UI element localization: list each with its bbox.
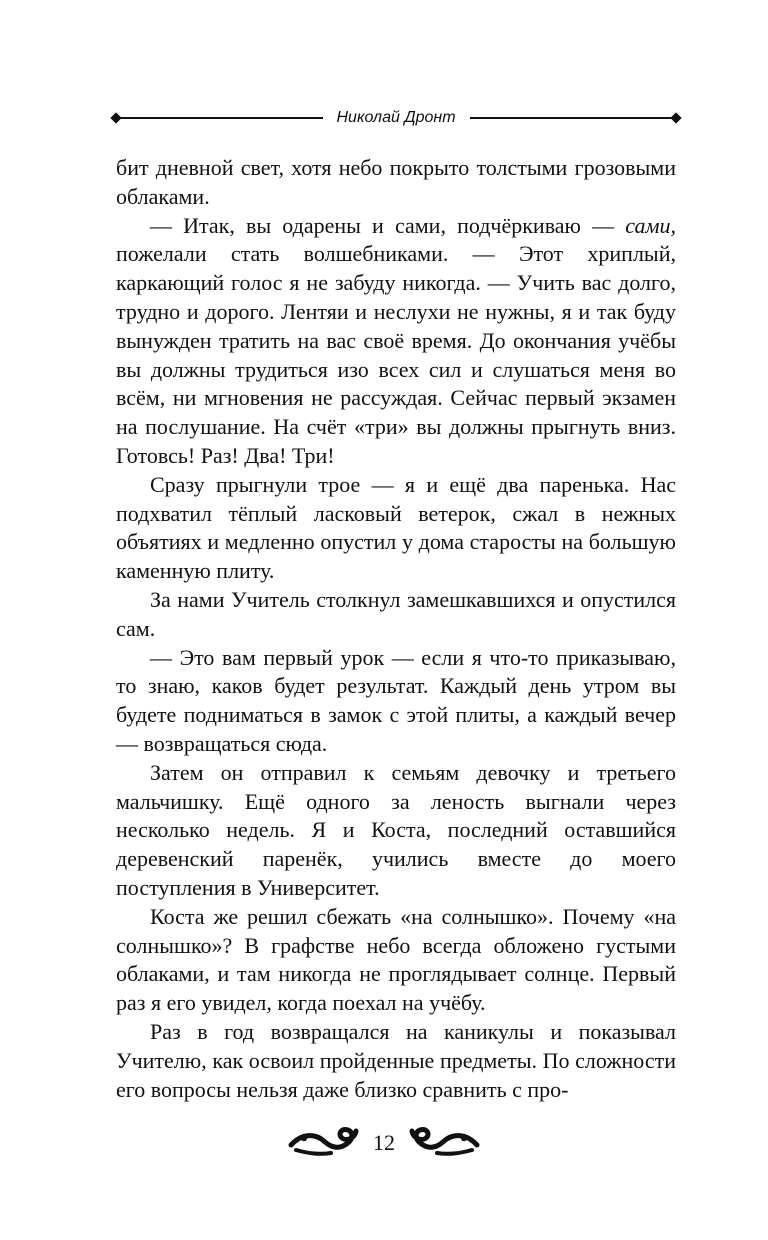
paragraph-4: За нами Учитель столкнул замешкавшихся и опустился сам. [116,586,676,641]
left-swirl-ornament-icon [287,1125,359,1161]
running-title: Николай Дронт [336,109,456,126]
page-footer [0,1118,768,1168]
right-swirl-ornament-icon [409,1125,481,1161]
running-header [116,104,676,132]
header-left-rule [116,117,323,119]
paragraph-2-text-before: — Итак, вы одарены и сами, подчёркиваю — [150,212,626,238]
paragraph-5: — Это вам первый урок — если я что-то приказываю, то знаю, каков будет результат. Каждый день утром вы будете подниматься в замок с этой плиты, а каждый вечер — возвращаться сюда. [116,644,676,756]
paragraph-8: Раз в год возвращался на каникулы и показывал Учителю, как освоил пройденные предметы. По сложности его вопросы нельзя даже близко сравнить с про- [116,1018,676,1102]
book-page-text [116,154,676,1104]
header-right-rule [470,117,677,119]
paragraph-2-emphasis: сами, [625,212,676,238]
paragraph-3: Сразу прыгнули трое — я и ещё два паренька. Нас подхватил тёплый ласковый ветерок, сжал в нежных объятиях и медленно опустил у дома старосты на большую каменную плиту. [116,471,676,584]
paragraph-7: Коста же решил сбежать «на солнышко». Почему «на солнышко»? В графстве небо всегда обложено густыми облаками, и там никогда не проглядывает солнце. Первый раз я его увидел, когда поехал на учёбу. [116,903,676,1016]
paragraph-2 [116,212,676,471]
paragraph-6: Затем он отправил к семьям девочку и третьего мальчишку. Ещё одного за леность выгнали через несколько недель. Я и Коста, последний оставшийся деревенский паренёк, учились вместе до моего поступления в Университет. [116,759,676,900]
paragraph-1: бит дневной свет, хотя небо покрыто толстыми грозовыми облаками. [116,155,676,209]
paragraph-2-text-after: пожелали стать волшебниками. — Этот хриплый, каркающий голос я не забуду никогда. — Учить вас долго, трудно и дорого. Лентяи и неслухи не нужны, я и так буду вынужден тратить на вас своё время. До окончания учёбы вы должны трудиться изо всех сил и слушаться меня во всём, ни мгновения не рассуждая. Сейчас первый экзамен на послушание. На счёт «три» вы должны прыгнуть вниз. Готовсь! Раз! Два! Три! [116,241,676,468]
page-number: 12 [373,1130,395,1155]
